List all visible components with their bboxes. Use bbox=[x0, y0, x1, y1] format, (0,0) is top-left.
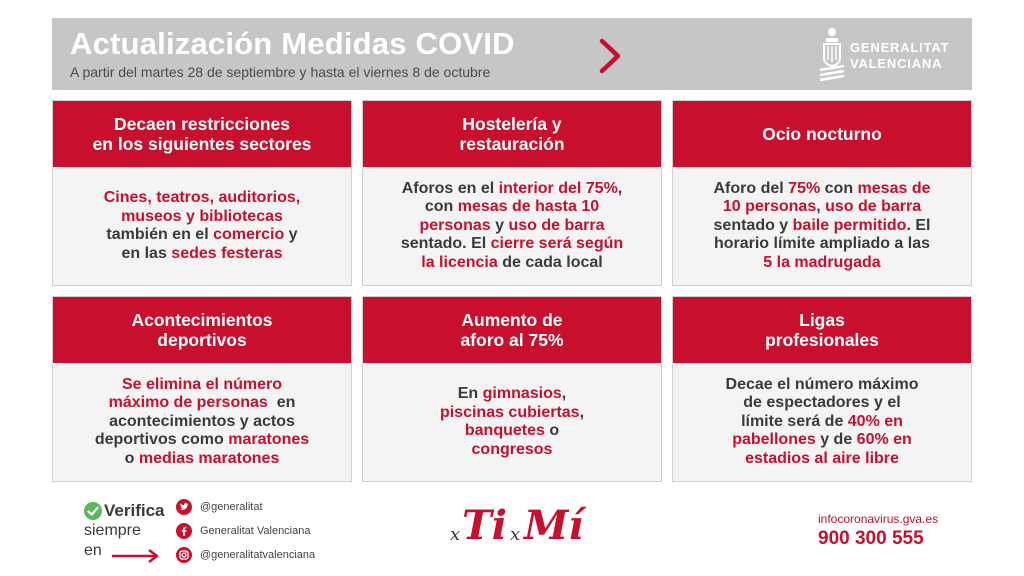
card-title-line: Ocio nocturno bbox=[762, 124, 882, 144]
contact-url[interactable]: infocoronavirus.gva.es bbox=[818, 512, 939, 526]
verify-label: Verifica bbox=[104, 501, 165, 520]
card-body-line bbox=[95, 431, 309, 450]
highlight-text: 10 personas bbox=[722, 198, 817, 216]
highlight-text: comercio bbox=[213, 226, 285, 243]
verify-siempre: siempre bbox=[84, 522, 141, 539]
page-subtitle: A partir del martes 28 de septiembre y hasta el viernes 8 de octubre bbox=[70, 64, 491, 80]
body-text: En bbox=[457, 385, 483, 402]
verify-block bbox=[84, 500, 184, 570]
card-title-line: Ligas bbox=[799, 310, 845, 330]
card-body-line bbox=[714, 180, 931, 199]
highlight-text: congresos bbox=[471, 440, 553, 458]
highlight-text: 60% en bbox=[856, 431, 912, 449]
highlight-text: estadios al aire libre bbox=[745, 449, 899, 467]
card-body-line bbox=[726, 394, 919, 413]
card-title-line: Hostelería y bbox=[462, 114, 562, 134]
card-body-line bbox=[95, 450, 309, 469]
campaign-x-2: x bbox=[510, 524, 521, 545]
card-body-line bbox=[440, 422, 584, 441]
card-ligas bbox=[672, 296, 972, 482]
logo-line-2: VALENCIANA bbox=[850, 56, 943, 71]
card-body-line bbox=[104, 189, 300, 208]
card-deportivos bbox=[52, 296, 352, 482]
body-text: con bbox=[820, 179, 858, 197]
card-title-line: aforo al 75% bbox=[460, 330, 564, 350]
body-text: horario límite ampliado a las bbox=[713, 235, 931, 253]
card-body-line bbox=[401, 198, 623, 217]
header-banner bbox=[52, 18, 972, 90]
body-text: y de bbox=[815, 431, 857, 449]
social-facebook[interactable] bbox=[176, 522, 310, 540]
card-body-line bbox=[440, 385, 584, 404]
body-text: , bbox=[561, 385, 567, 402]
facebook-icon bbox=[176, 523, 192, 539]
highlight-text: mesas de bbox=[857, 179, 931, 197]
arrow-right-icon bbox=[112, 549, 160, 563]
card-body-line bbox=[95, 376, 309, 395]
contact-phone[interactable]: 900 300 555 bbox=[818, 528, 924, 549]
generalitat-logo bbox=[818, 26, 963, 82]
card-title bbox=[363, 101, 661, 167]
card-hosteleria bbox=[362, 100, 662, 286]
card-body-line bbox=[714, 217, 931, 236]
body-text: en bbox=[267, 394, 296, 412]
highlight-text: 75% bbox=[788, 179, 821, 197]
generalitat-emblem-icon bbox=[818, 26, 846, 82]
highlight-text: sedes festeras bbox=[171, 244, 283, 262]
highlight-text: 5 la madrugada bbox=[763, 253, 881, 271]
body-text: de cada local bbox=[497, 253, 603, 271]
campaign-word-ti: Ti bbox=[462, 502, 507, 549]
card-body-line bbox=[401, 235, 623, 254]
highlight-text: personas bbox=[419, 216, 491, 234]
card-body-line bbox=[440, 404, 584, 423]
highlight-text: medias maratones bbox=[138, 449, 280, 467]
card-body-line bbox=[714, 254, 931, 273]
card-title-line: Decaen restricciones bbox=[113, 114, 291, 134]
highlight-text: Cines, teatros, auditorios, bbox=[103, 189, 301, 206]
body-text: . El bbox=[906, 216, 931, 234]
body-text: de espectadores y el bbox=[743, 394, 901, 412]
body-text: , bbox=[579, 403, 585, 421]
page-title: Actualización Medidas COVID bbox=[70, 26, 515, 61]
card-title bbox=[673, 297, 971, 363]
instagram-handle: @generalitatvalenciana bbox=[200, 549, 316, 561]
check-circle-icon bbox=[84, 502, 102, 520]
body-text: límite será de bbox=[741, 412, 848, 430]
highlight-text: mesas de hasta 10 bbox=[457, 198, 600, 216]
highlight-text: piscinas cubiertas bbox=[439, 403, 580, 421]
twitter-handle: @generalitat bbox=[200, 501, 263, 513]
generalitat-wordmark bbox=[850, 40, 949, 72]
campaign-logo bbox=[448, 500, 588, 556]
highlight-text: uso de barra bbox=[825, 198, 922, 216]
instagram-icon bbox=[176, 547, 192, 563]
card-body-line bbox=[104, 245, 300, 264]
chevron-right-icon bbox=[597, 38, 623, 74]
social-instagram[interactable] bbox=[176, 546, 315, 564]
social-twitter[interactable] bbox=[176, 498, 263, 516]
highlight-text: interior del 75% bbox=[498, 179, 618, 197]
body-text: , bbox=[816, 198, 826, 216]
card-body-line bbox=[714, 235, 931, 254]
card-body-line bbox=[95, 394, 309, 413]
body-text: Decae el número máximo bbox=[725, 375, 919, 393]
body-text: sentado y bbox=[713, 216, 793, 234]
footer bbox=[0, 490, 1024, 576]
highlight-text: la licencia bbox=[421, 253, 498, 271]
campaign-x-1: x bbox=[450, 524, 461, 545]
body-text: o bbox=[544, 422, 560, 439]
card-body bbox=[673, 363, 971, 481]
verify-en: en bbox=[84, 542, 102, 559]
card-title bbox=[53, 101, 351, 167]
card-ocio-nocturno bbox=[672, 100, 972, 286]
highlight-text: cierre será según bbox=[490, 235, 624, 253]
card-body-line bbox=[104, 226, 300, 245]
body-text: con bbox=[424, 198, 458, 216]
card-body-line bbox=[95, 413, 309, 432]
card-title-line: deportivos bbox=[157, 330, 247, 350]
card-body bbox=[363, 363, 661, 481]
card-body-line bbox=[401, 180, 623, 199]
highlight-text: pabellones bbox=[732, 431, 816, 449]
card-title-line: Aumento de bbox=[461, 310, 563, 330]
highlight-text: máximo de personas bbox=[108, 394, 268, 412]
body-text: en las bbox=[121, 244, 172, 262]
campaign-word-mi: Mí bbox=[524, 502, 584, 549]
body-text: y bbox=[284, 226, 298, 243]
card-body-line bbox=[726, 413, 919, 432]
body-text: también en el bbox=[106, 226, 214, 243]
card-body-line bbox=[726, 450, 919, 469]
card-aforo bbox=[362, 296, 662, 482]
card-body-line bbox=[401, 254, 623, 273]
body-text: y bbox=[490, 216, 509, 234]
body-text: sentado. El bbox=[400, 235, 491, 253]
body-text: deportivos como bbox=[94, 431, 229, 449]
card-title bbox=[673, 101, 971, 167]
card-restricciones bbox=[52, 100, 352, 286]
body-text: acontecimientos y actos bbox=[109, 412, 295, 430]
card-body-line bbox=[726, 376, 919, 395]
card-title-line: restauración bbox=[459, 134, 565, 154]
card-body bbox=[53, 363, 351, 481]
highlight-text: maratones bbox=[228, 431, 310, 449]
card-body-line bbox=[401, 217, 623, 236]
highlight-text: uso de barra bbox=[508, 216, 605, 234]
highlight-text: Se elimina el número bbox=[121, 375, 283, 393]
facebook-name: Generalitat Valenciana bbox=[200, 525, 311, 537]
card-body-line bbox=[104, 208, 300, 227]
card-title-line: Acontecimientos bbox=[131, 310, 273, 330]
highlight-text: museos y bibliotecas bbox=[121, 207, 283, 225]
logo-line-1: GENERALITAT bbox=[850, 40, 950, 55]
highlight-text: gimnasios bbox=[482, 385, 562, 402]
body-text: Aforo del bbox=[713, 179, 789, 197]
card-body-line bbox=[726, 431, 919, 450]
card-title-line: profesionales bbox=[765, 330, 879, 350]
contact-block bbox=[818, 512, 938, 550]
card-body bbox=[673, 167, 971, 285]
highlight-text: banquetes bbox=[464, 422, 545, 439]
card-title bbox=[363, 297, 661, 363]
card-body bbox=[363, 167, 661, 285]
body-text: , bbox=[617, 179, 623, 197]
card-body-line bbox=[440, 441, 584, 460]
card-body-line bbox=[714, 198, 931, 217]
card-title-line: en los siguientes sectores bbox=[92, 134, 312, 154]
twitter-icon bbox=[176, 499, 192, 515]
body-text: o bbox=[124, 449, 139, 467]
body-text: Aforos en el bbox=[401, 179, 499, 197]
highlight-text: 40% en bbox=[847, 412, 903, 430]
card-title bbox=[53, 297, 351, 363]
highlight-text: baile permitido bbox=[792, 216, 907, 234]
card-body bbox=[53, 167, 351, 285]
